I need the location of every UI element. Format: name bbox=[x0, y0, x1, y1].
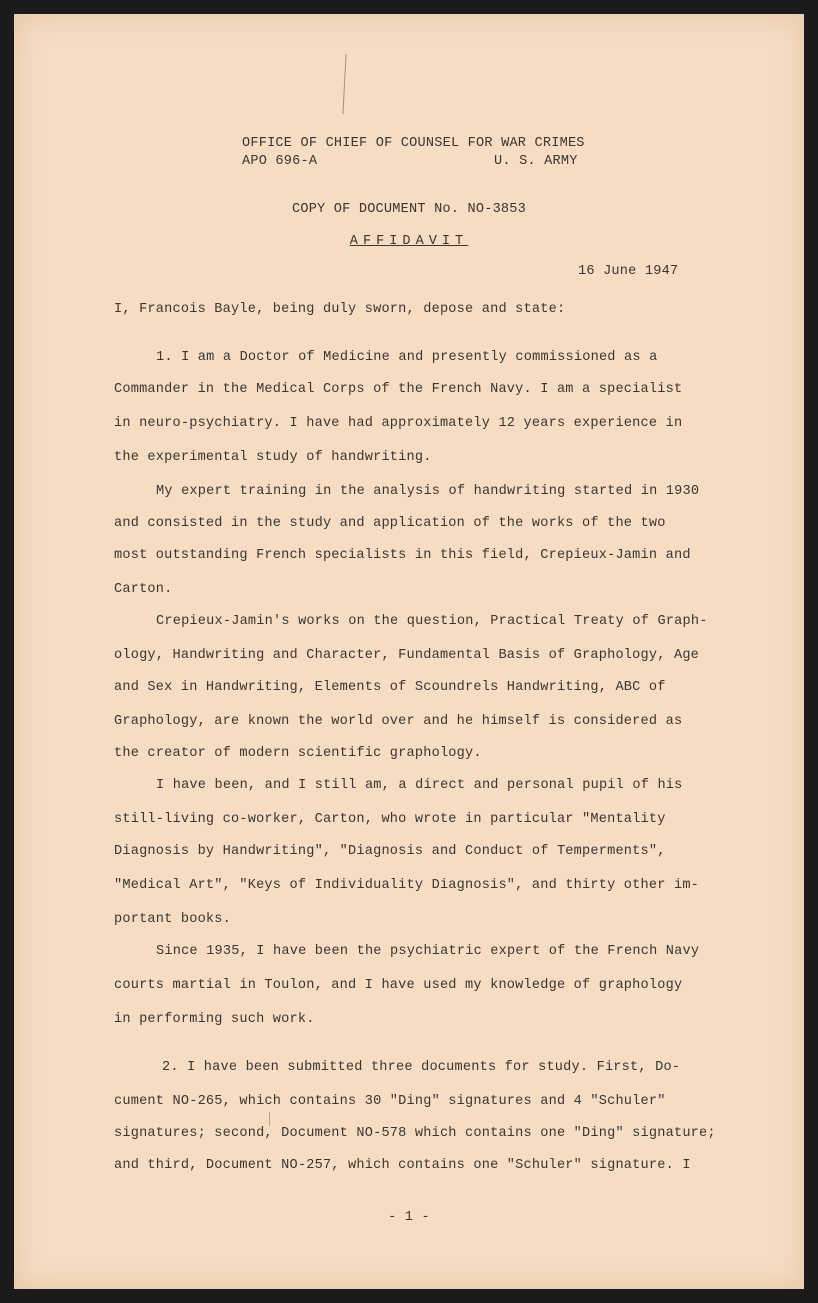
title-wrapper bbox=[14, 234, 804, 249]
text-line: the experimental study of handwriting. bbox=[114, 450, 432, 465]
page-number: - 1 - bbox=[388, 1210, 430, 1225]
text-line: signatures; second, Document NO-578 which contains one "Ding" signature; bbox=[114, 1126, 716, 1141]
text-line: in performing such work. bbox=[114, 1012, 315, 1027]
text-line: ology, Handwriting and Character, Fundamental Basis of Graphology, Age bbox=[114, 648, 700, 663]
text-line: courts martial in Toulon, and I have used my knowledge of graphology bbox=[114, 978, 683, 993]
text-line: 1. I am a Doctor of Medicine and presently commissioned as a bbox=[156, 350, 658, 365]
text-line: Graphology, are known the world over and he himself is considered as bbox=[114, 714, 683, 729]
text-line: portant books. bbox=[114, 912, 232, 927]
office-heading: OFFICE OF CHIEF OF COUNSEL FOR WAR CRIMES bbox=[242, 136, 585, 151]
text-line: I, Francois Bayle, being duly sworn, depose and state: bbox=[114, 302, 566, 317]
text-line: My expert training in the analysis of handwriting started in 1930 bbox=[156, 484, 700, 499]
affidavit-title: AFFIDAVIT bbox=[349, 234, 469, 249]
affidavit-date: 16 June 1947 bbox=[578, 264, 679, 279]
army-line: U. S. ARMY bbox=[494, 154, 578, 169]
text-line: I have been, and I still am, a direct and personal pupil of his bbox=[156, 778, 683, 793]
text-line: "Medical Art", "Keys of Individuality Diagnosis", and thirty other im- bbox=[114, 878, 700, 893]
text-line: Crepieux-Jamin's works on the question, Practical Treaty of Graph- bbox=[156, 614, 708, 629]
text-line: and third, Document NO-257, which contains one "Schuler" signature. I bbox=[114, 1158, 691, 1173]
document-page bbox=[14, 14, 804, 1289]
text-line: the creator of modern scientific graphology. bbox=[114, 746, 482, 761]
text-line: 2. I have been submitted three documents for study. First, Do- bbox=[162, 1060, 681, 1075]
paper-mark bbox=[269, 1112, 270, 1126]
text-line: Since 1935, I have been the psychiatric expert of the French Navy bbox=[156, 944, 700, 959]
text-line: cument NO-265, which contains 30 "Ding" signatures and 4 "Schuler" bbox=[114, 1094, 666, 1109]
text-line: still-living co-worker, Carton, who wrote in particular "Mentality bbox=[114, 812, 666, 827]
text-line: most outstanding French specialists in this field, Crepieux-Jamin and bbox=[114, 548, 691, 563]
text-line: and consisted in the study and application of the works of the two bbox=[114, 516, 666, 531]
paper-crease bbox=[342, 54, 346, 114]
text-line: Diagnosis by Handwriting", "Diagnosis and Conduct of Temperments", bbox=[114, 844, 666, 859]
copy-of-document-line: COPY OF DOCUMENT No. NO-3853 bbox=[291, 202, 526, 217]
text-line: and Sex in Handwriting, Elements of Scoundrels Handwriting, ABC of bbox=[114, 680, 666, 695]
apo-line: APO 696-A bbox=[242, 154, 318, 169]
text-line: in neuro-psychiatry. I have had approximately 12 years experience in bbox=[114, 416, 683, 431]
text-line: Commander in the Medical Corps of the French Navy. I am a specialist bbox=[114, 382, 683, 397]
text-line: Carton. bbox=[114, 582, 173, 597]
